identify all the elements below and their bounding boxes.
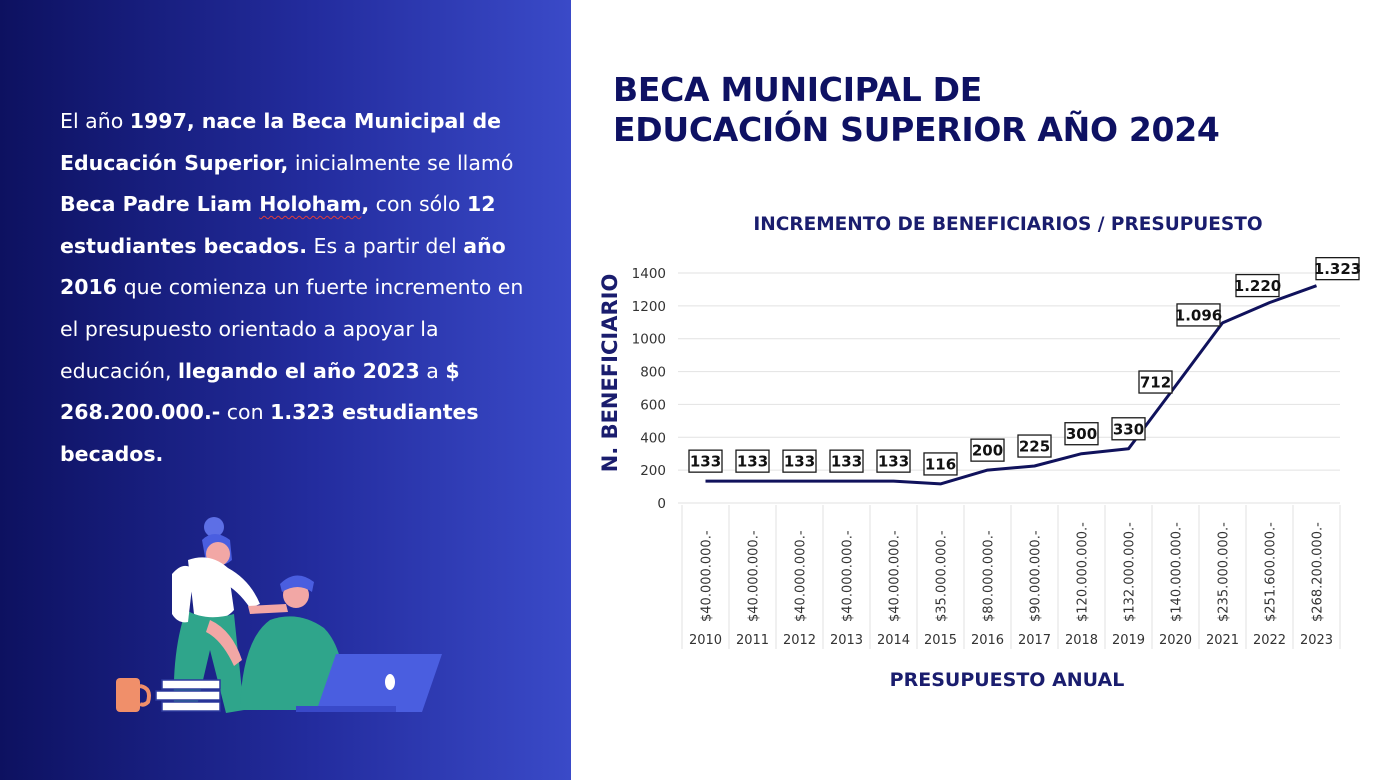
data-label: 225 xyxy=(1018,437,1051,456)
year-tick-label: 2018 xyxy=(1064,633,1099,648)
y-tick-label: 800 xyxy=(640,364,666,381)
y-tick-label: 1400 xyxy=(631,266,666,282)
data-label: 133 xyxy=(830,452,863,471)
budget-label: $40.000.000.- xyxy=(840,530,856,622)
beneficiaries-line-chart xyxy=(580,200,1370,700)
budget-label: $40.000.000.- xyxy=(887,530,903,622)
chart-title: INCREMENTO DE BENEFICIARIOS / PRESUPUESTO xyxy=(753,214,1263,235)
data-label: 300 xyxy=(1065,425,1098,444)
data-label: 133 xyxy=(783,452,816,471)
year-tick-label: 2021 xyxy=(1205,633,1240,648)
year-tick-label: 2015 xyxy=(923,633,958,648)
year-tick-label: 2016 xyxy=(970,633,1005,648)
budget-label: $268.200.000.- xyxy=(1310,522,1326,622)
budget-label: $251.600.000.- xyxy=(1263,522,1279,622)
budget-label: $40.000.000.- xyxy=(746,530,762,622)
budget-label: $140.000.000.- xyxy=(1169,522,1185,622)
data-label: 116 xyxy=(924,455,957,474)
budget-label: $235.000.000.- xyxy=(1216,522,1232,622)
intro-paragraph: El año 1997, nace la Beca Municipal de Educación Superior, inicialmente se llamó Beca Padre Liam Holoham, con sólo 12 estudiantes becados. Es a partir del año 2016 que comienza un fuerte incremento en el presupuesto orientado a apoyar la educación, llegando el año 2023 a $ 268.200.000.- con 1.323 estudiantes becados. xyxy=(60,109,524,466)
year-tick-label: 2013 xyxy=(829,633,864,648)
title-line-1: BECA MUNICIPAL DE xyxy=(613,70,983,109)
y-tick-label: 0 xyxy=(657,496,666,512)
year-tick-label: 2017 xyxy=(1017,633,1052,648)
data-label: 133 xyxy=(877,452,910,471)
y-tick-label: 1000 xyxy=(631,331,666,348)
students-illustration xyxy=(110,510,450,725)
year-tick-label: 2019 xyxy=(1111,633,1146,648)
budget-label: $120.000.000.- xyxy=(1075,522,1091,622)
data-label: 133 xyxy=(736,452,769,471)
budget-label: $80.000.000.- xyxy=(981,530,997,622)
y-axis-label: N. BENEFICIARIO xyxy=(598,273,622,473)
year-tick-label: 2020 xyxy=(1158,633,1193,648)
y-tick-label: 400 xyxy=(640,430,666,447)
page-title xyxy=(613,70,1220,150)
data-label: 1.096 xyxy=(1174,306,1223,325)
y-tick-label: 200 xyxy=(640,463,666,480)
year-tick-label: 2014 xyxy=(876,633,911,648)
budget-label: $40.000.000.- xyxy=(793,530,809,622)
year-tick-label: 2012 xyxy=(782,633,817,648)
y-tick-label: 600 xyxy=(640,397,666,414)
data-label: 133 xyxy=(689,452,722,471)
year-tick-label: 2022 xyxy=(1252,633,1287,648)
year-tick-label: 2010 xyxy=(688,633,723,648)
left-panel xyxy=(0,0,571,780)
data-label: 330 xyxy=(1112,420,1145,439)
y-tick-label: 1200 xyxy=(631,298,666,315)
budget-label: $40.000.000.- xyxy=(699,530,715,622)
x-axis-label: PRESUPUESTO ANUAL xyxy=(889,669,1125,691)
data-label: 200 xyxy=(971,441,1004,460)
budget-label: $132.000.000.- xyxy=(1122,522,1138,622)
spellcheck-word: Holoham xyxy=(259,192,362,217)
year-tick-label: 2023 xyxy=(1299,633,1334,648)
data-label: 1.323 xyxy=(1313,260,1362,279)
data-label: 1.220 xyxy=(1233,277,1282,296)
year-tick-label: 2011 xyxy=(735,633,770,648)
budget-label: $35.000.000.- xyxy=(934,530,950,622)
data-label: 712 xyxy=(1139,373,1172,392)
budget-label: $90.000.000.- xyxy=(1028,530,1044,622)
title-line-2: EDUCACIÓN SUPERIOR AÑO 2024 xyxy=(613,110,1220,149)
